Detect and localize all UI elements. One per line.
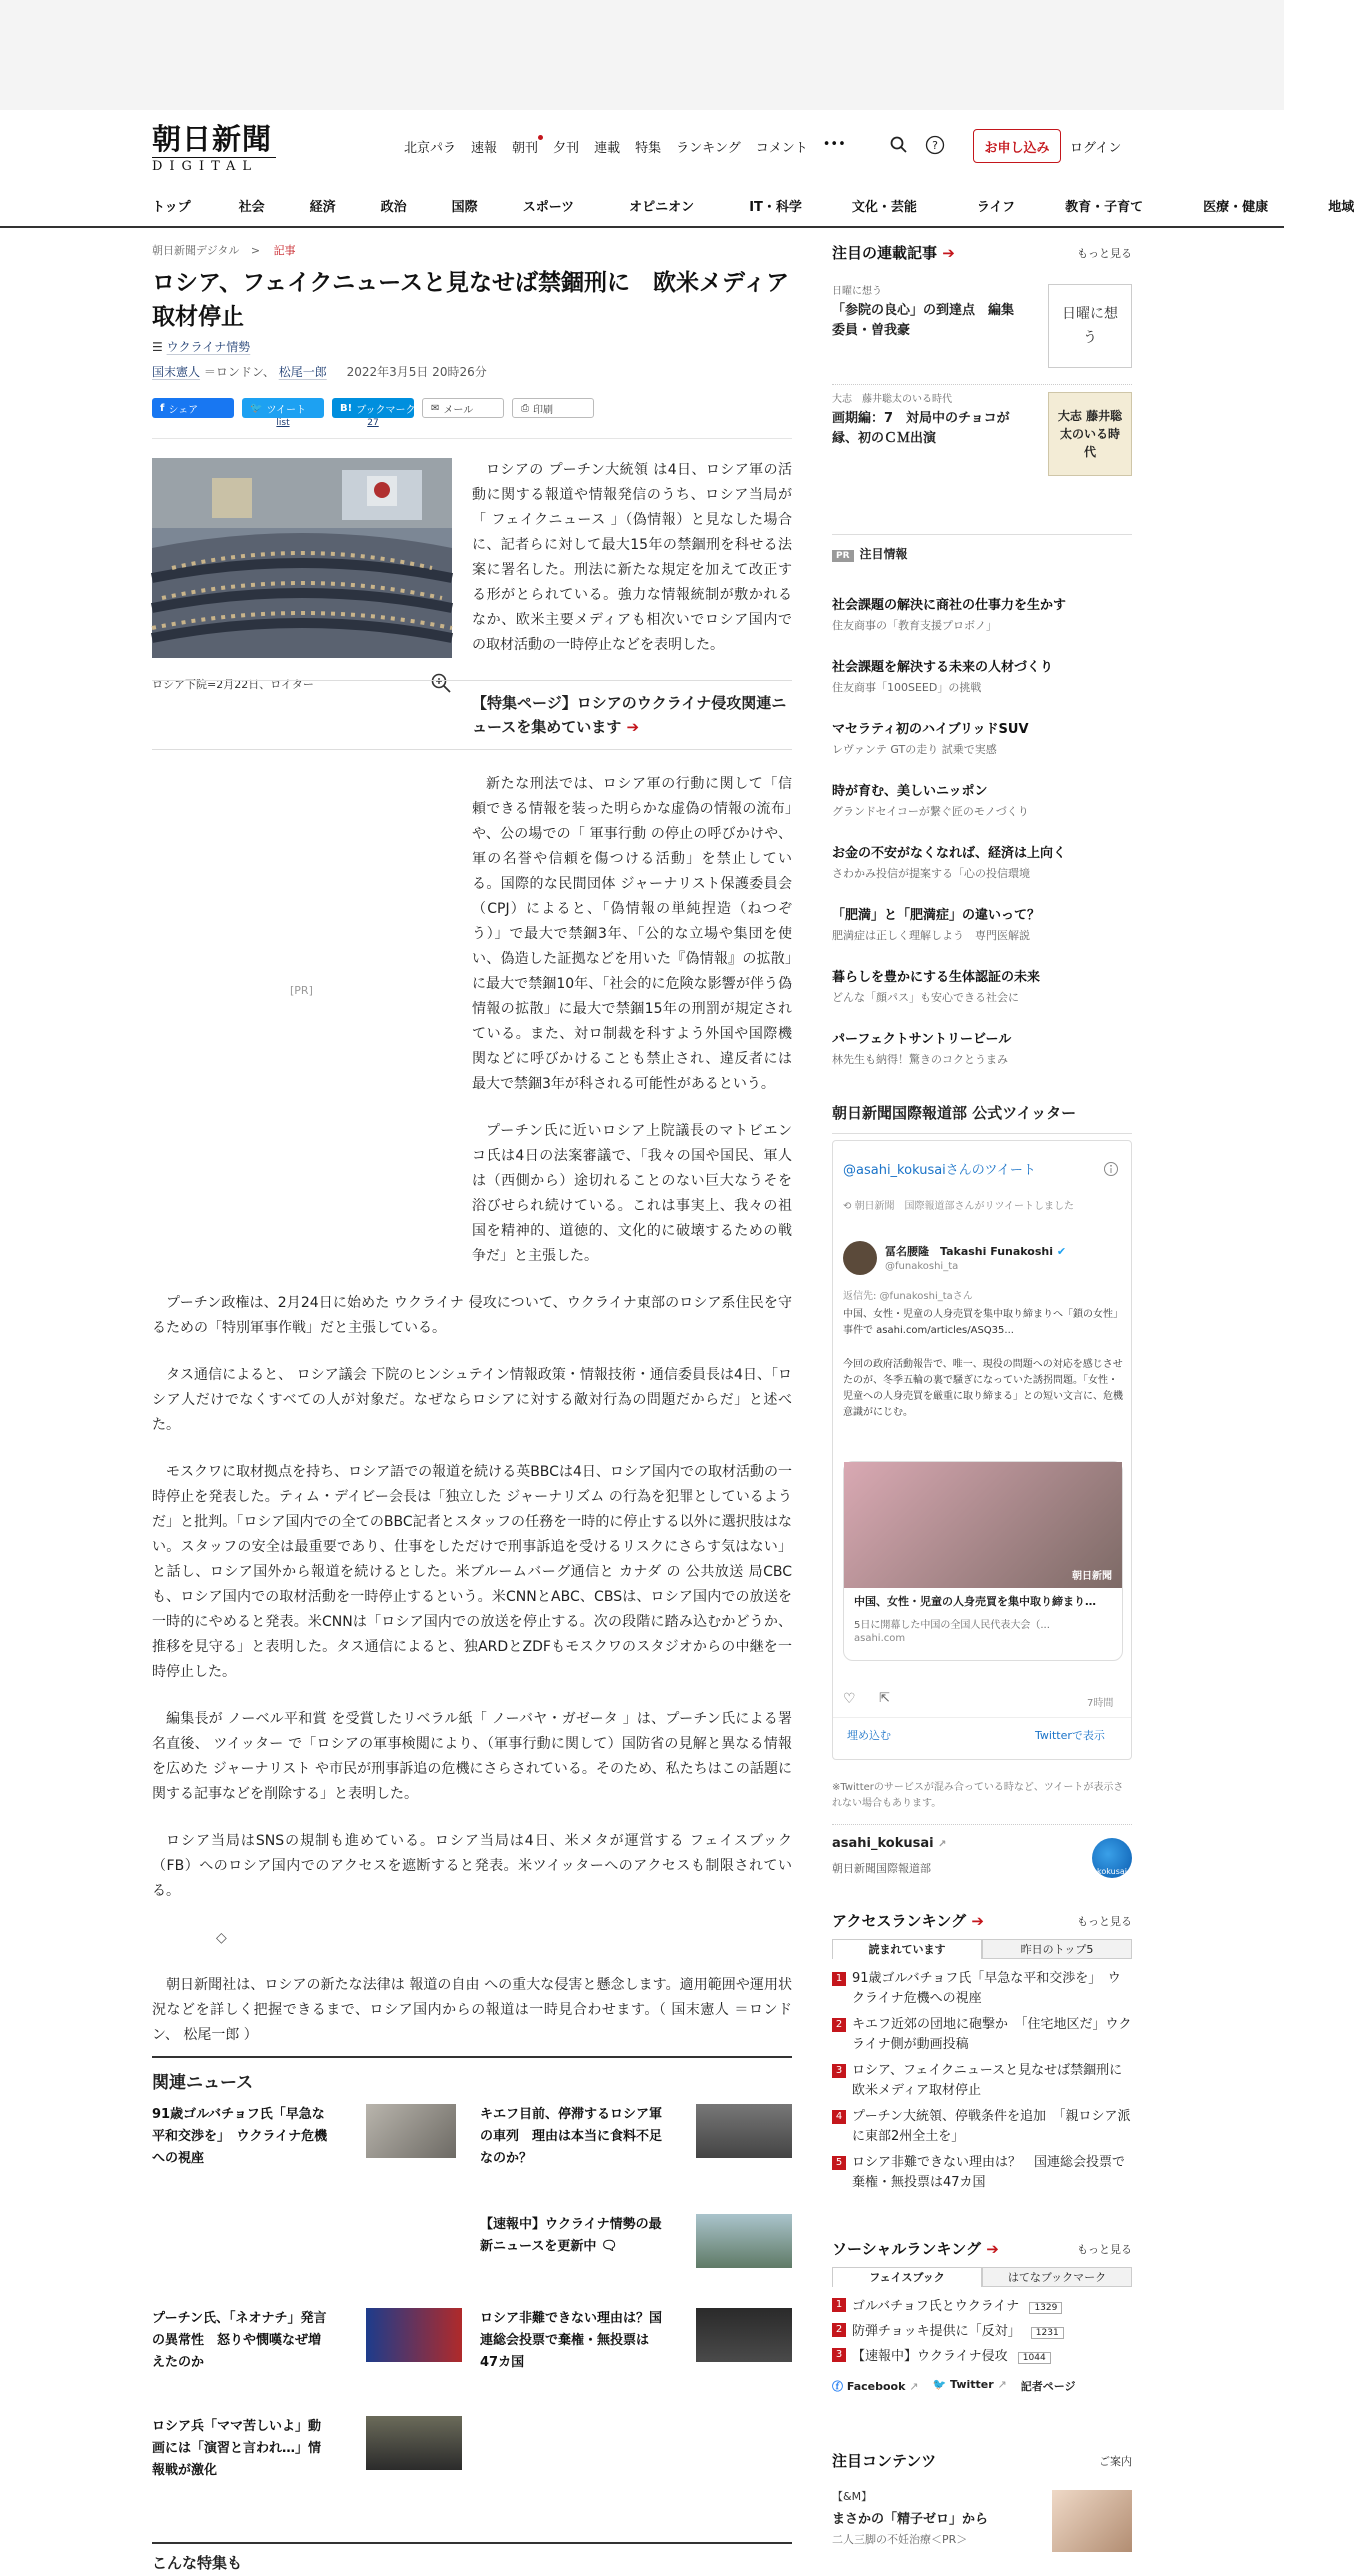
- pr-item-title: 「肥満」と「肥満症」の違いって？: [832, 908, 1041, 923]
- pr-item-title: 時が育む、美しいニッポン: [832, 784, 988, 799]
- series-item[interactable]: [832, 390, 1022, 449]
- twitter-widget: [832, 1140, 1132, 1760]
- view-on-twitter-link[interactable]: Twitterで表示: [1035, 1729, 1105, 1742]
- twitter-share-count[interactable]: list: [276, 418, 290, 428]
- share-count: 1329: [1029, 2302, 1062, 2314]
- twitter-share-button[interactable]: [242, 398, 324, 418]
- related-thumbnail[interactable]: [696, 2308, 792, 2362]
- series-kicker: 日曜に想う: [832, 286, 882, 297]
- pr-heading-label: 注目情報: [859, 547, 908, 561]
- category-tab[interactable]: オピニオン: [629, 200, 695, 215]
- twitter-note: ※Twitterのサービスが混み合っている時など、ツイートが表示されない場合もあります。: [832, 1780, 1132, 1825]
- related-thumbnail[interactable]: [366, 2416, 462, 2470]
- twitter-handle-link[interactable]: @asahi_kokusaiさんのツイート: [843, 1163, 1036, 1178]
- series-thumbnail[interactable]: 大志 藤井聡太のいる時代: [1048, 392, 1132, 476]
- category-tab[interactable]: ライフ: [976, 200, 1016, 215]
- category-tab[interactable]: 教育・子育て: [1065, 200, 1144, 215]
- social-links: [832, 2378, 1132, 2394]
- twitter-account-subtitle: 朝日新聞国際報道部: [832, 1862, 931, 1875]
- related-item[interactable]: キエフ目前、停滞するロシア軍の車列 理由は本当に食料不足なのか？: [480, 2107, 663, 2166]
- retweet-icon: ⟲: [843, 1201, 855, 1212]
- twitter-account-name: asahi_kokusai: [832, 1836, 934, 1851]
- tab-facebook[interactable]: フェイスブック: [832, 2267, 982, 2287]
- breadcrumb: [152, 242, 296, 258]
- author-link[interactable]: 松尾一郎: [278, 365, 327, 379]
- pr-item-subtitle: グランドセイコーが繋ぐ匠のモノづくり: [832, 805, 1029, 818]
- article-paragraph: モスクワに取材拠点を持ち、ロシア語での報道を続ける英BBCは4日、ロシア国内での取材活動の一時停止を発表した。ティム・デイビー会長は「独立した ジャーナリズム の行為を犯罪としているようだ」と批判。「ロシア国内での全てのBBC記者とスタッフの任務を一時的に停止する以外に選択肢はない。スタッフの安全は最重要であり、仕事をしただけで刑事訴追を受けるリスクにさらす気はない」と話し、ロシア国外から報道を続けるとした。米ブルームバーグ通信と カナダ の 公共放送 局CBCも、ロシア国内での取材活動を一時停止するという。米CNNとABC、CBSは、ロシア国内での放送を一時的にやめると発表。米CNNは「ロシア国内での放送を停止する。次の段階に踏み込むかどうか、推移を見守る」と表明した。タス通信によると、独ARDとZDFもモスクワのスタジオからの中継を一時停止した。: [152, 1464, 792, 1680]
- pr-item[interactable]: [832, 968, 1132, 1008]
- twitter-link-label: Twitter: [950, 2378, 994, 2391]
- article-paragraph: 編集長が ノーベル平和賞 を受賞したリベラル紙「 ノーバヤ・ガゼータ 」は、プーチン氏による署名直後、 ツイッター で「ロシアの軍事検閲により、（軍事行動に関して）国防省の見解と異なる情報を広めた ジャーナリスト や市民が刑事訴追の危機にさらされている。そのため、私たちはこの話題に関する記事などを削除する」と表明した。: [152, 1711, 792, 1802]
- featured-content: [832, 2450, 1132, 2471]
- heart-icon[interactable]: ♡: [843, 1691, 856, 1707]
- tweet-text: 今回の政府活動報告で、唯一、現役の問題への対応を感じさせたのが、冬季五輪の裏で騒ぎになっていた誘拐問題。「女性・児童への人身売買を厳重に取り締まる」との短い文言に、危機意識がにじむ。: [843, 1359, 1123, 1418]
- divider: [833, 1717, 1131, 1718]
- tab-hatena[interactable]: はてなブックマーク: [982, 2267, 1132, 2287]
- ranking-item[interactable]: [832, 2015, 1132, 2055]
- social-ranking: [832, 2238, 1132, 2394]
- facebook-share-button[interactable]: [152, 398, 234, 418]
- series-kicker: 大志 藤井聡太のいる時代: [832, 394, 952, 405]
- pr-item-title: お金の不安がなくなれば、経済は上向く: [832, 846, 1067, 861]
- byline: [152, 363, 487, 380]
- related-item-label: 【速報中】ウクライナ情勢の最新ニュースを更新中: [480, 2217, 662, 2254]
- social-ranking-item[interactable]: [832, 2345, 1132, 2370]
- external-link-icon: ↗: [938, 1839, 947, 1850]
- social-ranking-item[interactable]: [832, 2295, 1132, 2320]
- reporter-page-link[interactable]: 記者ページ: [1020, 2380, 1076, 2393]
- nav-evening[interactable]: 夕刊: [553, 141, 580, 156]
- category-nav: [0, 184, 1354, 228]
- series-more-link[interactable]: もっと見る: [1077, 246, 1132, 260]
- category-tab[interactable]: 文化・芸能: [851, 200, 917, 215]
- search-icon[interactable]: [890, 136, 908, 154]
- pr-badge: PR: [832, 550, 854, 562]
- pr-item[interactable]: [832, 720, 1132, 760]
- category-tab[interactable]: 地域: [1328, 200, 1354, 215]
- twitter-share-label: ツイート: [266, 404, 306, 416]
- mail-icon: ✉: [431, 402, 440, 414]
- category-tab[interactable]: トップ: [152, 200, 191, 215]
- article-paragraph: タス通信によると、 ロシア議会 下院のヒンシュテイン情報政策・情報技術・通信委員長は4日、「ロシア人だけでなくすべての人が対象だ。なぜならロシアに対する敵対行為の問題だからだ」と述べた。: [152, 1367, 792, 1433]
- ranking-item[interactable]: [832, 2061, 1136, 2101]
- embed-link[interactable]: 埋め込む: [847, 1729, 891, 1742]
- hatena-bookmark-count[interactable]: 27: [367, 418, 379, 428]
- pr-item[interactable]: [832, 844, 1132, 884]
- pr-item-title: マセラティ初のハイブリッドSUV: [832, 722, 1029, 737]
- series-section: [832, 242, 1132, 263]
- hatena-bookmark-label: ブックマーク: [356, 404, 416, 416]
- pr-item[interactable]: [832, 906, 1132, 946]
- photo-caption: ロシア下院=2月22日、ロイター: [152, 678, 314, 691]
- twitter-link[interactable]: [932, 2378, 1006, 2394]
- social-item-title: ゴルバチョフ氏とウクライナ: [852, 2299, 1020, 2314]
- rank-number: 1: [832, 1972, 846, 1986]
- card-image-logo: 朝日新聞: [1072, 1571, 1112, 1582]
- svg-text:?: ?: [932, 139, 938, 152]
- facebook-icon: f: [160, 402, 165, 414]
- topic-tag[interactable]: [152, 338, 250, 355]
- article-paragraph: プーチン氏に近いロシア上院議長のマトビエンコ氏は4日の法案審議で、「我々の国や国民、軍人は（西側から）途切れることのない巨大なうそを浴びせられ続けている。これは事実上、我々の祖国を精神的、道徳的、文化的に破壊するための戦争だ」と主張した。: [472, 1123, 792, 1264]
- breadcrumb-site[interactable]: 朝日新聞デジタル: [152, 244, 240, 257]
- arrow-right-icon: ➔: [942, 244, 955, 262]
- login-link[interactable]: ログイン: [1070, 141, 1122, 156]
- category-tab[interactable]: 医療・健康: [1203, 200, 1269, 215]
- twitter-icon: 🐦: [932, 2378, 947, 2391]
- facebook-link-label: Facebook: [846, 2380, 906, 2393]
- facebook-share-label: シェア: [168, 404, 199, 416]
- featured-title: まさかの「精子ゼロ」から: [832, 2512, 989, 2527]
- twitter-account-link[interactable]: [832, 1836, 947, 1851]
- nav-morning[interactable]: 朝刊: [512, 137, 538, 156]
- print-button[interactable]: [512, 398, 594, 418]
- share-count: 1231: [1031, 2327, 1064, 2339]
- ranking-item-title: ロシア非難できない理由は？ 国連総会投票で棄権・無投票は47カ国: [852, 2155, 1126, 2190]
- nav-breaking[interactable]: 速報: [471, 141, 498, 156]
- article-title: ロシア、フェイクニュースと見なせば禁錮刑に 欧米メディア取材停止: [152, 270, 790, 330]
- series-title: 「参院の良心」の到達点 編集委員・曽我豪: [832, 303, 1015, 338]
- social-ranking-heading[interactable]: ソーシャルランキング ➔: [832, 2240, 999, 2258]
- series-thumbnail[interactable]: 日曜に想う: [1048, 284, 1132, 368]
- pr-item-title: 暮らしを豊かにする生体認証の未来: [832, 970, 1041, 985]
- ranking-item-title: プーチン大統領、停戦条件を追加 「親ロシア派に東部2州全土を」: [852, 2109, 1131, 2144]
- subscribe-button[interactable]: お申し込み: [973, 129, 1061, 163]
- related-item[interactable]: ロシア非難できない理由は？国連総会投票で棄権・無投票は47カ国: [480, 2311, 663, 2370]
- share-count: 1044: [1018, 2352, 1051, 2364]
- site-logo[interactable]: [152, 122, 282, 175]
- article-paragraph: ロシア当局はSNSの規制も進めている。ロシア当局は4日、米メタが運営する フェイスブック （FB）へのロシア国内でのアクセスを遮断すると発表。米ツイッターへのアクセスも制限されている。: [152, 1833, 792, 1899]
- nav-series[interactable]: 連載: [594, 141, 621, 156]
- related-thumbnail[interactable]: [696, 2214, 792, 2268]
- ranking-item-title: ロシア、フェイクニュースと見なせば禁錮刑に 欧米メディア取材停止: [852, 2063, 1136, 2098]
- share-bar: [152, 398, 594, 428]
- mail-share-button[interactable]: [422, 398, 504, 418]
- breadcrumb-current: 記事: [273, 244, 296, 257]
- related-thumbnail[interactable]: [366, 2308, 462, 2362]
- featured-kicker: 【&M】: [832, 2490, 873, 2503]
- arrow-right-icon: ➔: [626, 718, 640, 736]
- external-link-icon: ↗: [997, 2378, 1007, 2391]
- retweet-notice-label: 朝日新聞 国際報道部さんがリツイートしました: [854, 1201, 1075, 1212]
- article-body: [152, 458, 792, 2070]
- featured-thumbnail[interactable]: [1052, 2490, 1132, 2552]
- featured-guide-link[interactable]: ご案内: [1099, 2454, 1132, 2468]
- tab-yesterday-top5[interactable]: 昨日のトップ5: [982, 1939, 1132, 1959]
- info-icon[interactable]: [1103, 1161, 1119, 1177]
- print-icon: ⎙: [521, 402, 529, 414]
- rank-number: 1: [832, 2298, 846, 2312]
- social-more-link[interactable]: もっと見る: [1077, 2242, 1132, 2256]
- ranking-item-title: 91歳ゴルバチョフ氏「早急な平和交渉を」 ウクライナ危機への視座: [852, 1971, 1121, 2006]
- social-item-title: 【速報中】ウクライナ侵攻: [852, 2349, 1008, 2364]
- help-icon[interactable]: [925, 135, 945, 155]
- logo-digital: DIGITAL: [152, 157, 276, 175]
- related-news-heading: 関連ニュース: [152, 2056, 792, 2093]
- pr-item[interactable]: [832, 658, 1132, 698]
- next-feature-heading: こんな特集も: [152, 2542, 792, 2573]
- pr-item[interactable]: [832, 596, 1132, 636]
- retweet-notice: [843, 1199, 1123, 1214]
- tweet-header: [843, 1159, 1036, 1178]
- mail-share-label: メール: [443, 404, 474, 416]
- rank-number: 4: [832, 2110, 846, 2124]
- category-tab[interactable]: スポーツ: [522, 200, 575, 215]
- tweet-author-name-label: 冨名腰隆 Takashi Funakoshi: [885, 1245, 1054, 1258]
- pr-item-subtitle: さわかみ投信が提案する「心の投信環境: [832, 867, 1030, 880]
- arrow-right-icon: ➔: [986, 2240, 999, 2258]
- byline-place: ＝ロンドン、: [203, 365, 275, 379]
- related-thumbnail[interactable]: [366, 2104, 456, 2158]
- related-news: [152, 2056, 792, 2093]
- access-ranking-heading[interactable]: アクセスランキング ➔: [832, 1912, 984, 1930]
- pr-section-heading: [832, 534, 1132, 562]
- article-paragraph: プーチン政権は、2月24日に始めた ウクライナ 侵攻について、ウクライナ東部のロシア系住民を守るための「特別軍事作戦」だと主張している。: [152, 1295, 792, 1336]
- kokusai-logo: kokusai: [1092, 1838, 1132, 1878]
- related-thumbnail[interactable]: [696, 2104, 792, 2158]
- pr-item-subtitle: レヴァンテ GTの走り 試乗で実感: [832, 743, 997, 756]
- tweet-text: 中国、女性・児童の人身売買を集中取り締まりへ「鎖の女性」事件で asahi.com/articles/ASQ35...: [843, 1309, 1123, 1336]
- related-item[interactable]: [480, 2214, 666, 2258]
- twitter-icon: 🐦: [250, 402, 263, 414]
- category-tab[interactable]: IT・科学: [749, 200, 802, 215]
- tweet-card-domain: asahi.com: [854, 1633, 906, 1644]
- external-link-icon: ↗: [909, 2380, 919, 2393]
- pr-item[interactable]: [832, 782, 1132, 822]
- ranking-item[interactable]: [832, 2107, 1132, 2147]
- pr-item-title: 社会課題の解決に商社の仕事力を生かす: [832, 598, 1067, 613]
- special-page-label: 【特集ページ】ロシアのウクライナ侵攻関連ニュースを集めています: [472, 694, 787, 736]
- related-item[interactable]: ロシア兵「ママ苦しいよ」動画には「演習と言われ…」情報戦が激化: [152, 2419, 322, 2478]
- breadcrumb-separator: >: [250, 244, 261, 257]
- article-paragraph: ロシアの プーチン大統領 は4日、ロシア軍の活動に関する報道や情報発信のうち、ロシア当局が「 フェイクニュース 」（偽情報）と見なした場合に、記者らに対して最大15年の禁錮刑を科せる法案に署名した。刑法に新たな規定を加えて改正する形がとられている。強力な情報統制が敷かれるなか、欧米主要メディアも相次いでロシア国内での取材活動の一時停止などを表明した。: [472, 462, 792, 653]
- nav-feature[interactable]: 特集: [635, 141, 662, 156]
- nav-comment[interactable]: コメント: [755, 141, 808, 156]
- pr-list: [832, 596, 1132, 1092]
- comment-icon: 🗨: [600, 2239, 618, 2254]
- series-title: 画期編：7 対局中のチョコが縁、初のＣＭ出演: [832, 411, 1010, 446]
- featured-subtitle: 二人三脚の不妊治療＜PR＞: [832, 2533, 968, 2546]
- featured-content-heading: 注目コンテンツ: [832, 2452, 937, 2470]
- tweet-card-image: [844, 1462, 1122, 1588]
- related-item[interactable]: プーチン氏、「ネオナチ」発言の異常性 怒りや憫嘆なぜ増えたのか: [152, 2311, 327, 2370]
- ranking-more-link[interactable]: もっと見る: [1077, 1914, 1132, 1928]
- pr-item-title: パーフェクトサントリービール: [832, 1032, 1012, 1047]
- share-icon[interactable]: ⇱: [879, 1691, 890, 1706]
- facebook-link[interactable]: [832, 2378, 918, 2394]
- verified-icon: ✔: [1056, 1245, 1067, 1258]
- twitter-section-heading: 朝日新聞国際報道部 公式ツイッター: [832, 1102, 1132, 1134]
- category-tab[interactable]: 社会: [238, 200, 265, 215]
- avatar[interactable]: [843, 1241, 877, 1275]
- ranking-item[interactable]: [832, 2153, 1132, 2193]
- series-heading[interactable]: 注目の連載記事 ➔: [832, 244, 955, 262]
- tweet-author-handle[interactable]: @funakoshi_ta: [885, 1261, 959, 1272]
- nav-beijing-para[interactable]: 北京パラ: [404, 141, 457, 156]
- rank-number: 2: [832, 2323, 846, 2337]
- ranking-item-title: キエフ近郊の団地に砲撃か 「住宅地区だ」ウクライナ側が動画投稿: [852, 2017, 1132, 2052]
- category-tab[interactable]: 経済: [309, 200, 336, 215]
- nav-ranking[interactable]: ランキング: [676, 141, 741, 156]
- tweet-time[interactable]: 7時間: [1087, 1698, 1114, 1709]
- reply-to[interactable]: 返信先: @funakoshi_taさん: [843, 1291, 973, 1302]
- publish-date: 2022年3月5日 20時26分: [346, 365, 487, 379]
- pr-label: [PR]: [290, 984, 313, 997]
- featured-item[interactable]: [832, 2488, 1032, 2547]
- topic-tag-label[interactable]: ウクライナ情勢: [166, 340, 251, 354]
- logo-japanese: 朝日新聞: [152, 122, 273, 156]
- tweet-author-name[interactable]: [885, 1243, 1066, 1259]
- pr-item-subtitle: どんな「顔パス」も安心できる社会に: [832, 991, 1019, 1004]
- more-menu-icon[interactable]: •••: [822, 137, 846, 152]
- series-item[interactable]: [832, 282, 1022, 341]
- divider: [832, 384, 1132, 385]
- social-item-title: 防弾チョッキ提供に「反対」: [852, 2324, 1021, 2339]
- facebook-icon: ⓕ: [832, 2380, 843, 2393]
- hatena-bookmark-button[interactable]: [332, 398, 414, 418]
- article-paragraph: 新たな刑法では、ロシア軍の行動に関して「信頼できる情報を装った明らかな虚偽の情報の流布」や、公の場での「 軍事行動 の停止の呼びかけや、軍の名誉や信頼を傷つける活動」を禁止している。国際的な民間団体 ジャーナリスト保護委員会 （CPJ）によると、「偽情報の単純捏造（ねつぞう）」で最大で禁錮3年、「公的な立場や集団を使い、偽造した証拠などを用いた『偽情報』の拡散」に最大で禁錮10年、「社会的に危険な影響が伴う偽情報の拡散」に最大で禁錮15年の刑罰が規定されている。また、対ロ制裁を科すよう外国や国際機関などに呼びかけることも禁止され、違反者には最大で禁錮3年が科される可能性があるという。: [472, 776, 792, 1092]
- category-tab[interactable]: 国際: [451, 200, 478, 215]
- section-divider: ◇: [216, 1930, 227, 1946]
- print-label: 印刷: [533, 404, 553, 416]
- social-ranking-item[interactable]: [832, 2320, 1132, 2345]
- author-link[interactable]: 国末憲人: [152, 365, 201, 379]
- ranking-item[interactable]: [832, 1969, 1132, 2009]
- related-item[interactable]: 91歳ゴルバチョフ氏「早急な平和交渉を」 ウクライナ危機への視座: [152, 2107, 328, 2166]
- tweet-card-title: 中国、女性・児童の人身売買を集中取り締まり…: [854, 1595, 1096, 1608]
- tab-most-read[interactable]: 読まれています: [832, 1939, 982, 1959]
- rank-number: 5: [832, 2156, 846, 2170]
- pr-item-subtitle: 林先生も納得！驚きのコクとうまみ: [832, 1053, 1008, 1066]
- pr-item-title: 社会課題を解決する未来の人材づくり: [832, 660, 1054, 675]
- access-ranking: [832, 1910, 1136, 2199]
- rank-number: 3: [832, 2064, 846, 2078]
- top-ad-space: [0, 0, 1284, 110]
- rank-number: 3: [832, 2348, 846, 2362]
- pr-item-subtitle: 住友商事「100SEED」の挑戦: [832, 681, 982, 694]
- photo-column-spacer: [152, 458, 472, 1266]
- pr-item[interactable]: [832, 1030, 1132, 1070]
- category-tab[interactable]: 政治: [380, 200, 407, 215]
- tweet-card[interactable]: [843, 1461, 1123, 1661]
- article-paragraph: 朝日新聞社は、ロシアの新たな法律は 報道の自由 への重大な侵害と懸念します。適用範囲や運用状況などを詳しく把握できるまで、ロシア国内からの報道は一時見合わせます。（ 国末憲人 ＝ロンドン、 松尾一郎 ）: [152, 1977, 792, 2043]
- arrow-right-icon: ➔: [971, 1912, 984, 1930]
- list-icon: ☰: [152, 340, 163, 354]
- pr-item-subtitle: 肥満症は正しく理解しよう 専門医解説: [832, 929, 1030, 942]
- pr-item-subtitle: 住友商事の「教育支援プロボノ」: [832, 619, 997, 632]
- divider: [152, 438, 792, 439]
- rank-number: 2: [832, 2018, 846, 2032]
- tweet-card-subtitle: 5日に開幕した中国の全国人民代表大会（...: [854, 1620, 1050, 1631]
- hatena-icon: B!: [340, 402, 353, 414]
- utility-nav: [404, 137, 861, 156]
